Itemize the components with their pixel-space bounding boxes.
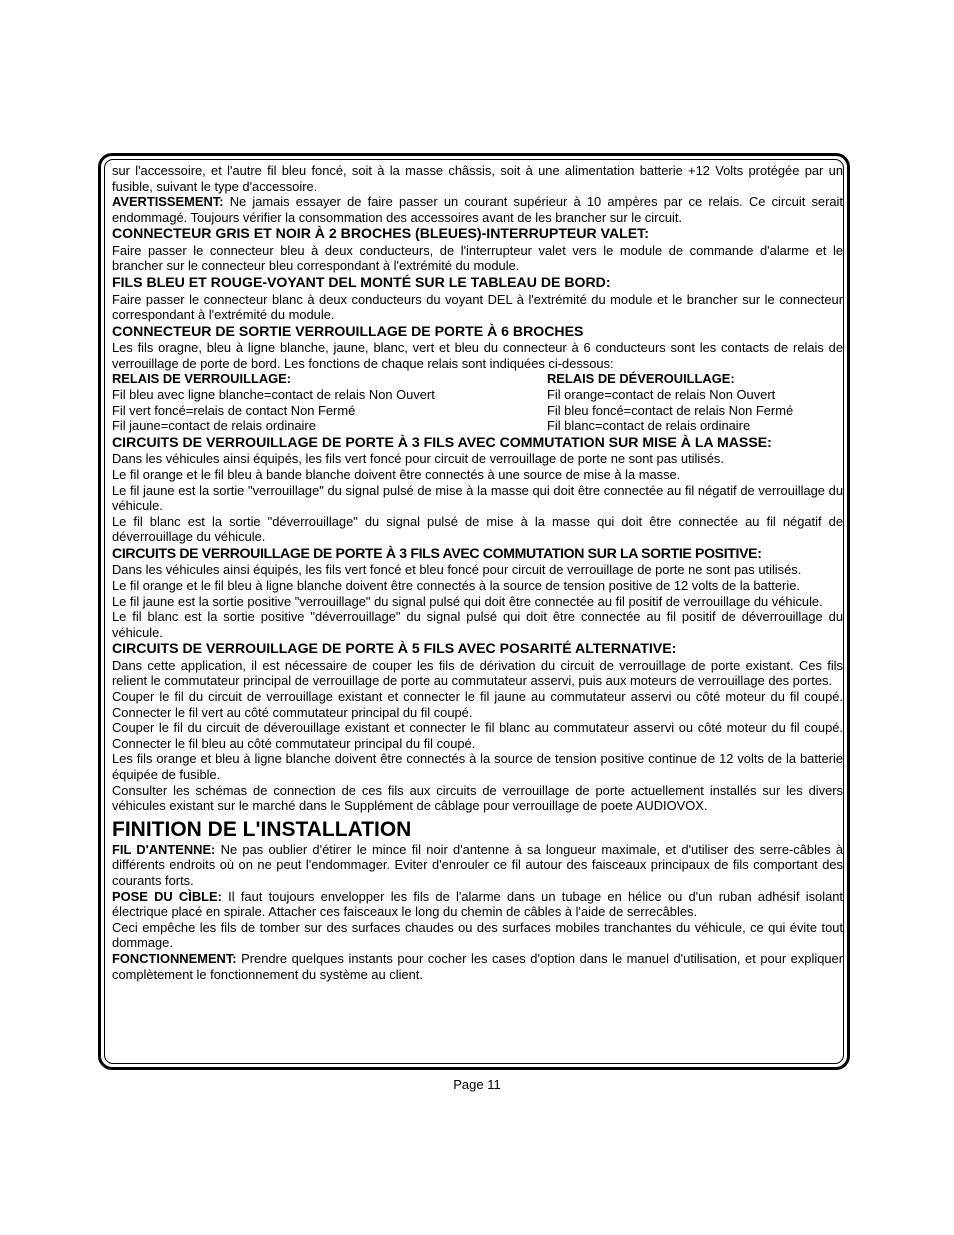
five-wire-paragraph: Couper le fil du circuit de déverouillage existant et connecter le fil blanc au commutateur asservi ou côté moteur du fil coupé. Connecter le fil bleu au côté commutateur principal du fil coupé. [112,720,843,751]
five-wire-paragraph: Consulter les schémas de connection de ces fils aux circuits de verrouillage de porte actuellement installés sur les divers véhicules existant sur le marché dans le Supplément de câblage pour verrouillage de poete AUDIOVOX. [112,782,843,814]
unlock-relay-item: Fil orange=contact de relais Non Ouvert [547,387,776,403]
five-wire-paragraph: Les fils orange et bleu à ligne blanche doivent être connectés à la source de tension positive continue de 12 volts de la batterie équipée de fusible. [112,751,843,782]
lock-relay-column [112,371,547,433]
intro-paragraph: sur l'accessoire, et l'autre fil bleu foncé, soit à la masse châssis, soit à une alimentation batterie +12 Volts protégée par un fusible, suivant le type d'accessoire. [112,163,843,194]
ground-switch-paragraph: Le fil jaune est la sortie "verrouillage" du signal pulsé de mise à la masse qui doit être connectée au fil négatif de verrouillage du véhicule. [112,482,843,514]
lock-relay-item: Fil vert foncé=relais de contact Non Fermé [112,402,356,418]
warning-paragraph [112,194,843,225]
unlock-relay-heading: RELAIS DE DÉVEROUILLAGE: [547,371,735,387]
antenna-text: Ne pas oublier d'étirer le mince fil noir d'antenne à sa longueur maximale, et d'utiliser des serre-câbles à différents endroits où on ne peut l'endommager. Eviter d'enrouler ce fil autour des faisceaux principaux de fils comportant des courants forts. [112,841,844,888]
relay-columns [112,371,843,433]
valet-text: Faire passer le connecteur bleu à deux conducteurs, de l'interrupteur valet vers le module de commande d'alarme et le brancher sur le connecteur bleu correspondant à l'extrémité du module. [112,242,843,274]
warning-text: Ne jamais essayer de faire passer un courant supérieur à 10 ampères par ce relais. Ce circuit serait endommagé. Toujours vérifier la consommation des accessoires avant de les brancher sur le circuit. [112,194,843,225]
five-wire-paragraph: Dans cette application, il est nécessaire de couper les fils de dérivation du circuit de verrouillage de porte existant. Ces fils relient le commutateur principal de verrouillage de porte au commutateur asservi, puis aux moteurs de verrouillage des portes. [112,657,843,689]
operation-label: FONCTIONNEMENT: [112,950,237,966]
led-heading: FILS BLEU ET ROUGE-VOYANT DEL MONTÉ SUR LE TABLEAU DE BORD: [112,274,611,291]
page-number: Page 11 [453,1077,501,1092]
antenna-paragraph [112,842,843,889]
operation-text: Prendre quelques instants pour cocher les cases d'option dans le manuel d'utilisation, et pour expliquer complètement le fonctionnement du système au client. [112,950,843,982]
valet-heading: CONNECTEUR GRIS ET NOIR À 2 BROCHES (BLEUES)-INTERRUPTEUR VALET: [112,225,649,242]
lock-relay-heading: RELAIS DE VERROUILLAGE: [112,371,292,387]
cable-label: POSE DU CÌBLE: [112,888,222,904]
positive-switch-paragraph: Le fil blanc est la sortie positive "déverrouillage" du signal pulsé qui doit être connectée au fil positif de déverrouillage du véhicule. [112,609,843,640]
positive-switch-paragraph: Le fil orange et le fil bleu à ligne blanche doivent être connectés à la source de tension positive de 12 volts de la batterie. [112,577,800,593]
led-text: Faire passer le connecteur blanc à deux conducteurs du voyant DEL à l'extrémité du module et le brancher sur le connecteur correspondant à l'extrémité du module. [112,291,843,323]
operation-paragraph [112,951,843,982]
five-wire-heading: CIRCUITS DE VERROUILLAGE DE PORTE À 5 FILS AVEC POSARITÉ ALTERNATIVE: [112,640,677,657]
lock-relay-item: Fil bleu avec ligne blanche=contact de relais Non Ouvert [112,387,435,403]
antenna-label: FIL D'ANTENNE: [112,841,216,857]
positive-switch-paragraph: Le fil jaune est la sortie positive "verrouillage" du signal pulsé qui doit être connectée au fil positif de verrouillage du véhicule. [112,593,823,609]
ground-switch-paragraph: Dans les véhicules ainsi équipés, les fils vert foncé pour circuit de verrouillage de porte ne sont pas utilisés. [112,451,724,467]
warning-label: AVERTISSEMENT: [112,194,224,210]
manual-content [112,163,843,982]
six-pin-text: Les fils oragne, bleu à ligne blanche, jaune, blanc, vert et bleu du connecteur à 6 conducteurs sont les contacts de relais de verrouillage de porte de bord. Les fonctions de chaque relais sont indiquées ci-dessous: [112,340,843,371]
six-pin-heading: CONNECTEUR DE SORTIE VERROUILLAGE DE PORTE À 6 BROCHES [112,322,584,339]
cable-paragraph-2: Ceci empêche les fils de tomber sur des surfaces chaudes ou des surfaces mobiles tranchantes du véhicule, ce qui évite tout dommage. [112,919,843,951]
ground-switch-paragraph: Le fil blanc est la sortie "déverrouillage" du signal pulsé de mise à la masse qui doit être connectée au fil négatif de déverrouillage du véhicule. [112,513,843,545]
positive-switch-paragraph: Dans les véhicules ainsi équipés, les fils vert foncé et bleu foncé pour circuit de verrouillage de porte ne sont pas utilisés. [112,562,802,578]
cable-text: Il faut toujours envelopper les fils de l'alarme dans un tubage en hélice ou d'un ruban adhésif isolant électrique placé en spirale. Attacher ces faisceaux le long du chemin de câbles à l'aide de serrecâbles. [112,888,843,920]
ground-switch-heading: CIRCUITS DE VERROUILLAGE DE PORTE À 3 FILS AVEC COMMUTATION SUR MISE À LA MASSE: [112,433,772,450]
positive-switch-heading: CIRCUITS DE VERROUILLAGE DE PORTE À 3 FILS AVEC COMMUTATION SUR LA SORTIE POSITIVE: [112,544,762,561]
five-wire-paragraph: Couper le fil du circuit de verrouillage existant et connecter le fil jaune au commutateur asservi ou côté moteur du fil coupé. Connecter le fil vert au côté commutateur principal du fil coupé. [112,689,843,720]
unlock-relay-item: Fil bleu foncé=contact de relais Non Fermé [547,402,794,418]
finish-installation-title: FINITION DE L'INSTALLATION [112,817,412,841]
lock-relay-item: Fil jaune=contact de relais ordinaire [112,418,316,434]
ground-switch-paragraph: Le fil orange et le fil bleu à bande blanche doivent être connectés à une source de mise à la masse. [112,466,681,482]
unlock-relay-column [547,371,843,433]
cable-paragraph [112,889,843,920]
unlock-relay-item: Fil blanc=contact de relais ordinaire [547,418,751,434]
